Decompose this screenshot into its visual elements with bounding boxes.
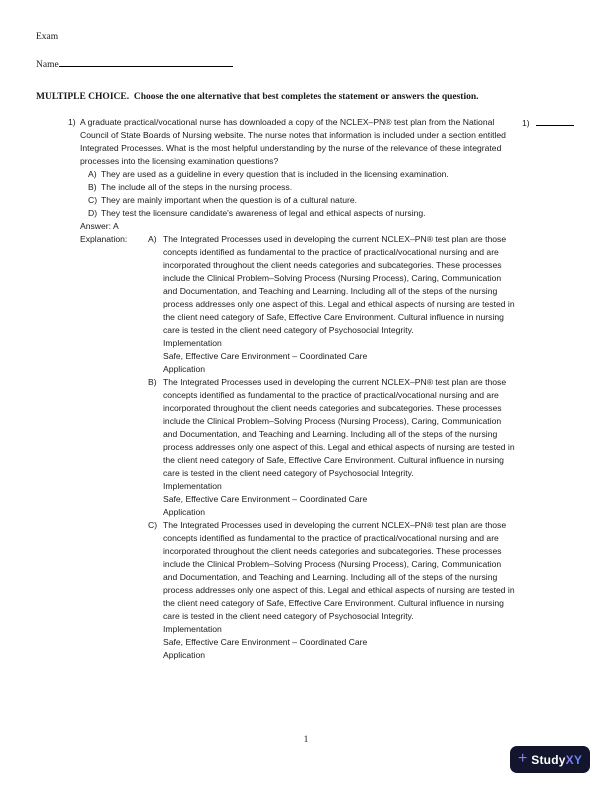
option-b-text: The include all of the steps in the nursing process. (101, 182, 293, 192)
explanation-a-category: Safe, Effective Care Environment – Coordinated Care (163, 351, 368, 361)
explanation-b (148, 376, 515, 519)
explanation-c-level: Application (163, 650, 206, 660)
option-d-text: They test the licensure candidate's awareness of legal and ethical aspects of nursing. (101, 208, 426, 218)
name-label: Name (36, 60, 59, 70)
explanation-c-label: C) (148, 520, 158, 530)
explanation-c-process: Implementation (163, 624, 222, 634)
explanation-b-level: Application (163, 507, 206, 517)
explanation-c-category: Safe, Effective Care Environment – Coordinated Care (163, 637, 368, 647)
answer-blank-line (536, 116, 574, 126)
explanation-b-text: The Integrated Processes used in developing the current NCLEX–PN® test plan are those concepts identified as fundamental to the practice of practical/vocational nursing and are incorporated throughout the client needs categories and subcategories. These processes include the Clinical Problem–Solving Process (Nursing Process), Caring, Communication and Documentation, and Teaching and Learning. Including all of the steps of the nursing process addresses only one aspect of this. Legal and ethical aspects of nursing are tested in the client need category of Safe, Effective Care Environment. Cultural influence in nursing care is tested in the client need category of Psychosocial Integrity. (163, 377, 515, 478)
page-number: 1 (303, 735, 309, 745)
option-a-label: A) (88, 169, 97, 179)
exam-label: Exam (36, 32, 59, 42)
explanation-a-level: Application (163, 364, 206, 374)
brand-name-xy: XY (565, 752, 583, 767)
question-block (68, 116, 515, 662)
question-row (68, 116, 515, 220)
answer-line: Answer: A (80, 221, 119, 231)
name-row (36, 57, 233, 70)
explanation-b-label: B) (148, 377, 157, 387)
answer-blank-number: 1) (522, 118, 530, 128)
explanation-b-process: Implementation (163, 481, 222, 491)
explanation-c-text: The Integrated Processes used in developing the current NCLEX–PN® test plan are those concepts identified as fundamental to the practice of practical/vocational nursing and are incorporated throughout the client needs categories and subcategories. These processes include the Clinical Problem–Solving Process (Nursing Process), Caring, Communication and Documentation, and Teaching and Learning. Including all of the steps of the nursing process addresses only one aspect of this. Legal and ethical aspects of nursing are tested in the client need category of Safe, Effective Care Environment. Cultural influence in nursing care is tested in the client need category of Psychosocial Integrity. (163, 520, 515, 621)
option-b-label: B) (88, 182, 97, 192)
answer-blank (522, 116, 574, 128)
option-a-text: They are used as a guideline in every question that is included in the licensing examination. (101, 169, 449, 179)
brand-name-study: Study (531, 752, 566, 767)
explanation-section (80, 233, 515, 662)
explanation-c (148, 519, 515, 662)
explanation-a-process: Implementation (163, 338, 222, 348)
option-c-text: They are mainly important when the question is of a cultural nature. (101, 195, 358, 205)
explanation-a-label: A) (148, 234, 157, 244)
brand-name (531, 751, 582, 769)
option-b (88, 181, 510, 194)
name-blank-line (59, 57, 233, 67)
option-c-label: C) (88, 195, 98, 205)
option-a (88, 168, 510, 181)
explanation-label: Explanation: (80, 234, 128, 244)
question-text: A graduate practical/vocational nurse has downloaded a copy of the NCLEX–PN® test plan from the National Council of State Boards of Nursing website. The nurse notes that information is included under a section entitled Integrated Processes. What is the most helpful understanding by the nurse of the relevance of these integrated processes into the licensing examination questions? (80, 117, 506, 166)
options-list (88, 168, 510, 220)
plus-icon: + (517, 750, 528, 767)
option-d (88, 207, 510, 220)
explanation-a (148, 233, 515, 376)
explanation-b-category: Safe, Effective Care Environment – Coordinated Care (163, 494, 368, 504)
section-instruction: MULTIPLE CHOICE. Choose the one alternative that best completes the statement or answers the question. (36, 92, 479, 102)
question-number: 1) (68, 117, 76, 127)
option-d-label: D) (88, 208, 98, 218)
option-c (88, 194, 510, 207)
explanation-a-text: The Integrated Processes used in developing the current NCLEX–PN® test plan are those concepts identified as fundamental to the practice of practical/vocational nursing and are incorporated throughout the client needs categories and subcategories. These processes include the Clinical Problem–Solving Process (Nursing Process), Caring, Communication and Documentation, and Teaching and Learning. Including all of the steps of the nursing process addresses only one aspect of this. Legal and ethical aspects of nursing are tested in the client need category of Safe, Effective Care Environment. Cultural influence in nursing care is tested in the client need category of Psychosocial Integrity. (163, 234, 515, 335)
studyxy-logo (510, 746, 590, 773)
